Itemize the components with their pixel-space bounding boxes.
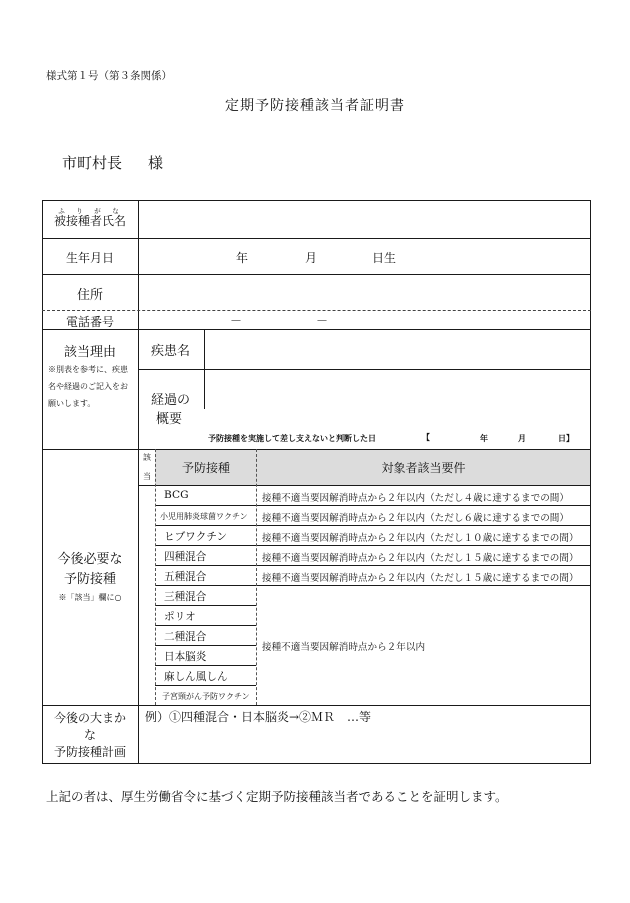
vaccine-name-hpv: 子宮頸がん予防ワクチン (162, 692, 250, 701)
disease-name-label: 疾患名 (151, 344, 191, 359)
reason-note: ※別表を参考に、疾患名や経過のご記入をお願いします。 (48, 365, 128, 408)
form-number: 様式第１号（第３条関係） (46, 70, 172, 82)
vaccine-section-label-2: 予防接種 (63, 572, 116, 587)
phone-label: 電話番号 (65, 315, 114, 329)
vaccine-name-mr: 麻しん風しん (164, 671, 228, 683)
vaccine-name-pneumococcal: 小児用肺炎球菌ワクチン (160, 512, 248, 521)
applicable-checkbox[interactable] (139, 506, 155, 525)
applicable-checkbox[interactable] (139, 586, 155, 605)
applicable-checkbox[interactable] (139, 486, 155, 505)
course-input[interactable] (205, 370, 589, 408)
applicable-col-divider (155, 449, 156, 705)
certification-statement: 上記の者は、厚生労働省令に基づく定期予防接種該当者であることを証明します。 (46, 789, 508, 804)
birth-year-unit: 年 (236, 251, 249, 265)
judged-date-label: 予防接種を実施して差し支えないと判断した日 (208, 433, 376, 443)
row-line (155, 685, 256, 686)
vaccine-name-bcg: BCG (164, 489, 189, 501)
phone-dash-1: － (230, 314, 243, 328)
course-label-1: 経過の (151, 393, 191, 408)
vaccine-name-hib: ヒブワクチン (164, 531, 228, 543)
vaccine-requirement-pneumococcal: 接種不適当要因解消時点から２年以内（ただし６歳に達するまでの間） (262, 513, 569, 524)
applicable-checkbox[interactable] (139, 626, 155, 645)
judged-date-month: 月 (518, 433, 526, 443)
vaccine-name-dpt-ipv: 四種混合 (164, 551, 207, 563)
addressee-name: 市町村長 (62, 154, 123, 172)
birthdate-label: 生年月日 (65, 251, 114, 265)
course-label-2: 概要 (156, 412, 183, 427)
row-line (138, 485, 591, 486)
judged-date-bracket: 【 (422, 432, 430, 442)
vaccine-requirement-hib: 接種不適当要因解消時点から２年以内（ただし１０歳に達するまでの間） (262, 533, 579, 544)
applicable-checkbox[interactable] (139, 606, 155, 625)
applicable-checkbox[interactable] (139, 526, 155, 545)
plan-input-area[interactable] (139, 706, 589, 763)
row-line (42, 238, 591, 239)
addressee (62, 152, 163, 173)
plan-example: 例）①四種混合・日本脳炎→②ＭＲ …等 (145, 710, 372, 724)
vaccine-name-polio: ポリオ (164, 611, 196, 623)
row-line (155, 565, 591, 566)
certificate-form (42, 200, 591, 764)
row-line (155, 645, 256, 646)
birth-month-unit: 月 (305, 251, 318, 265)
applicable-header-1: 該 (143, 453, 151, 462)
row-line (155, 605, 256, 606)
applicable-checkbox[interactable] (139, 546, 155, 565)
phone-dash-2: － (316, 314, 329, 328)
applicable-checkbox[interactable] (139, 666, 155, 685)
honorific: 様 (148, 154, 164, 172)
row-line (155, 525, 591, 526)
vaccine-name-dpt: 三種混合 (164, 591, 207, 603)
name-label: 被接種者氏名ふりがな (53, 207, 126, 228)
plan-label-3: 予防接種計画 (53, 745, 126, 759)
row-line (155, 585, 591, 586)
vaccine-section-note: ※「該当」欄に○ (58, 593, 122, 602)
address-input-area[interactable] (139, 275, 589, 310)
applicable-header-2: 当 (143, 472, 151, 481)
vaccine-name-japanese-encephalitis: 日本脳炎 (164, 651, 207, 663)
row-line (155, 505, 591, 506)
judged-date-day: 日】 (558, 433, 574, 443)
vaccine-col-divider (256, 449, 257, 705)
applicable-checkbox[interactable] (139, 686, 155, 705)
vaccine-name-pentavalent: 五種混合 (164, 571, 207, 583)
vaccine-requirement-dpt-ipv: 接種不適当要因解消時点から２年以内（ただし１５歳に達するまでの間） (262, 553, 579, 564)
reason-label: 該当理由 (63, 345, 116, 360)
plan-label-1: 今後の大まか (53, 711, 126, 725)
row-line (42, 449, 591, 450)
judged-date-year: 年 (480, 433, 488, 443)
document-title: 定期予防接種該当者証明書 (225, 98, 405, 114)
requirement-header: 対象者該当要件 (381, 461, 466, 475)
vaccine-header: 予防接種 (181, 461, 230, 475)
name-input-area[interactable] (139, 201, 589, 238)
row-line (155, 625, 256, 626)
border-bottom (42, 763, 591, 764)
disease-name-input[interactable] (205, 330, 589, 369)
vaccine-requirement-pentavalent: 接種不適当要因解消時点から２年以内（ただし１５歳に達するまでの間） (262, 573, 579, 584)
applicable-checkbox[interactable] (139, 566, 155, 585)
dashed-separator (42, 310, 591, 311)
merged-requirement: 接種不適当要因解消時点から２年以内 (262, 642, 426, 653)
row-line (155, 545, 591, 546)
vaccine-name-dt: 二種混合 (164, 631, 207, 643)
address-label: 住所 (76, 288, 103, 303)
vaccine-requirement-bcg: 接種不適当要因解消時点から２年以内（ただし４歳に達するまでの間） (262, 493, 569, 504)
birth-day-unit: 日生 (372, 251, 397, 265)
applicable-checkbox[interactable] (139, 646, 155, 665)
plan-label-2: な (83, 728, 96, 742)
row-line (155, 665, 256, 666)
border-right (590, 200, 591, 764)
vaccine-section-label-1: 今後必要な (57, 552, 123, 567)
